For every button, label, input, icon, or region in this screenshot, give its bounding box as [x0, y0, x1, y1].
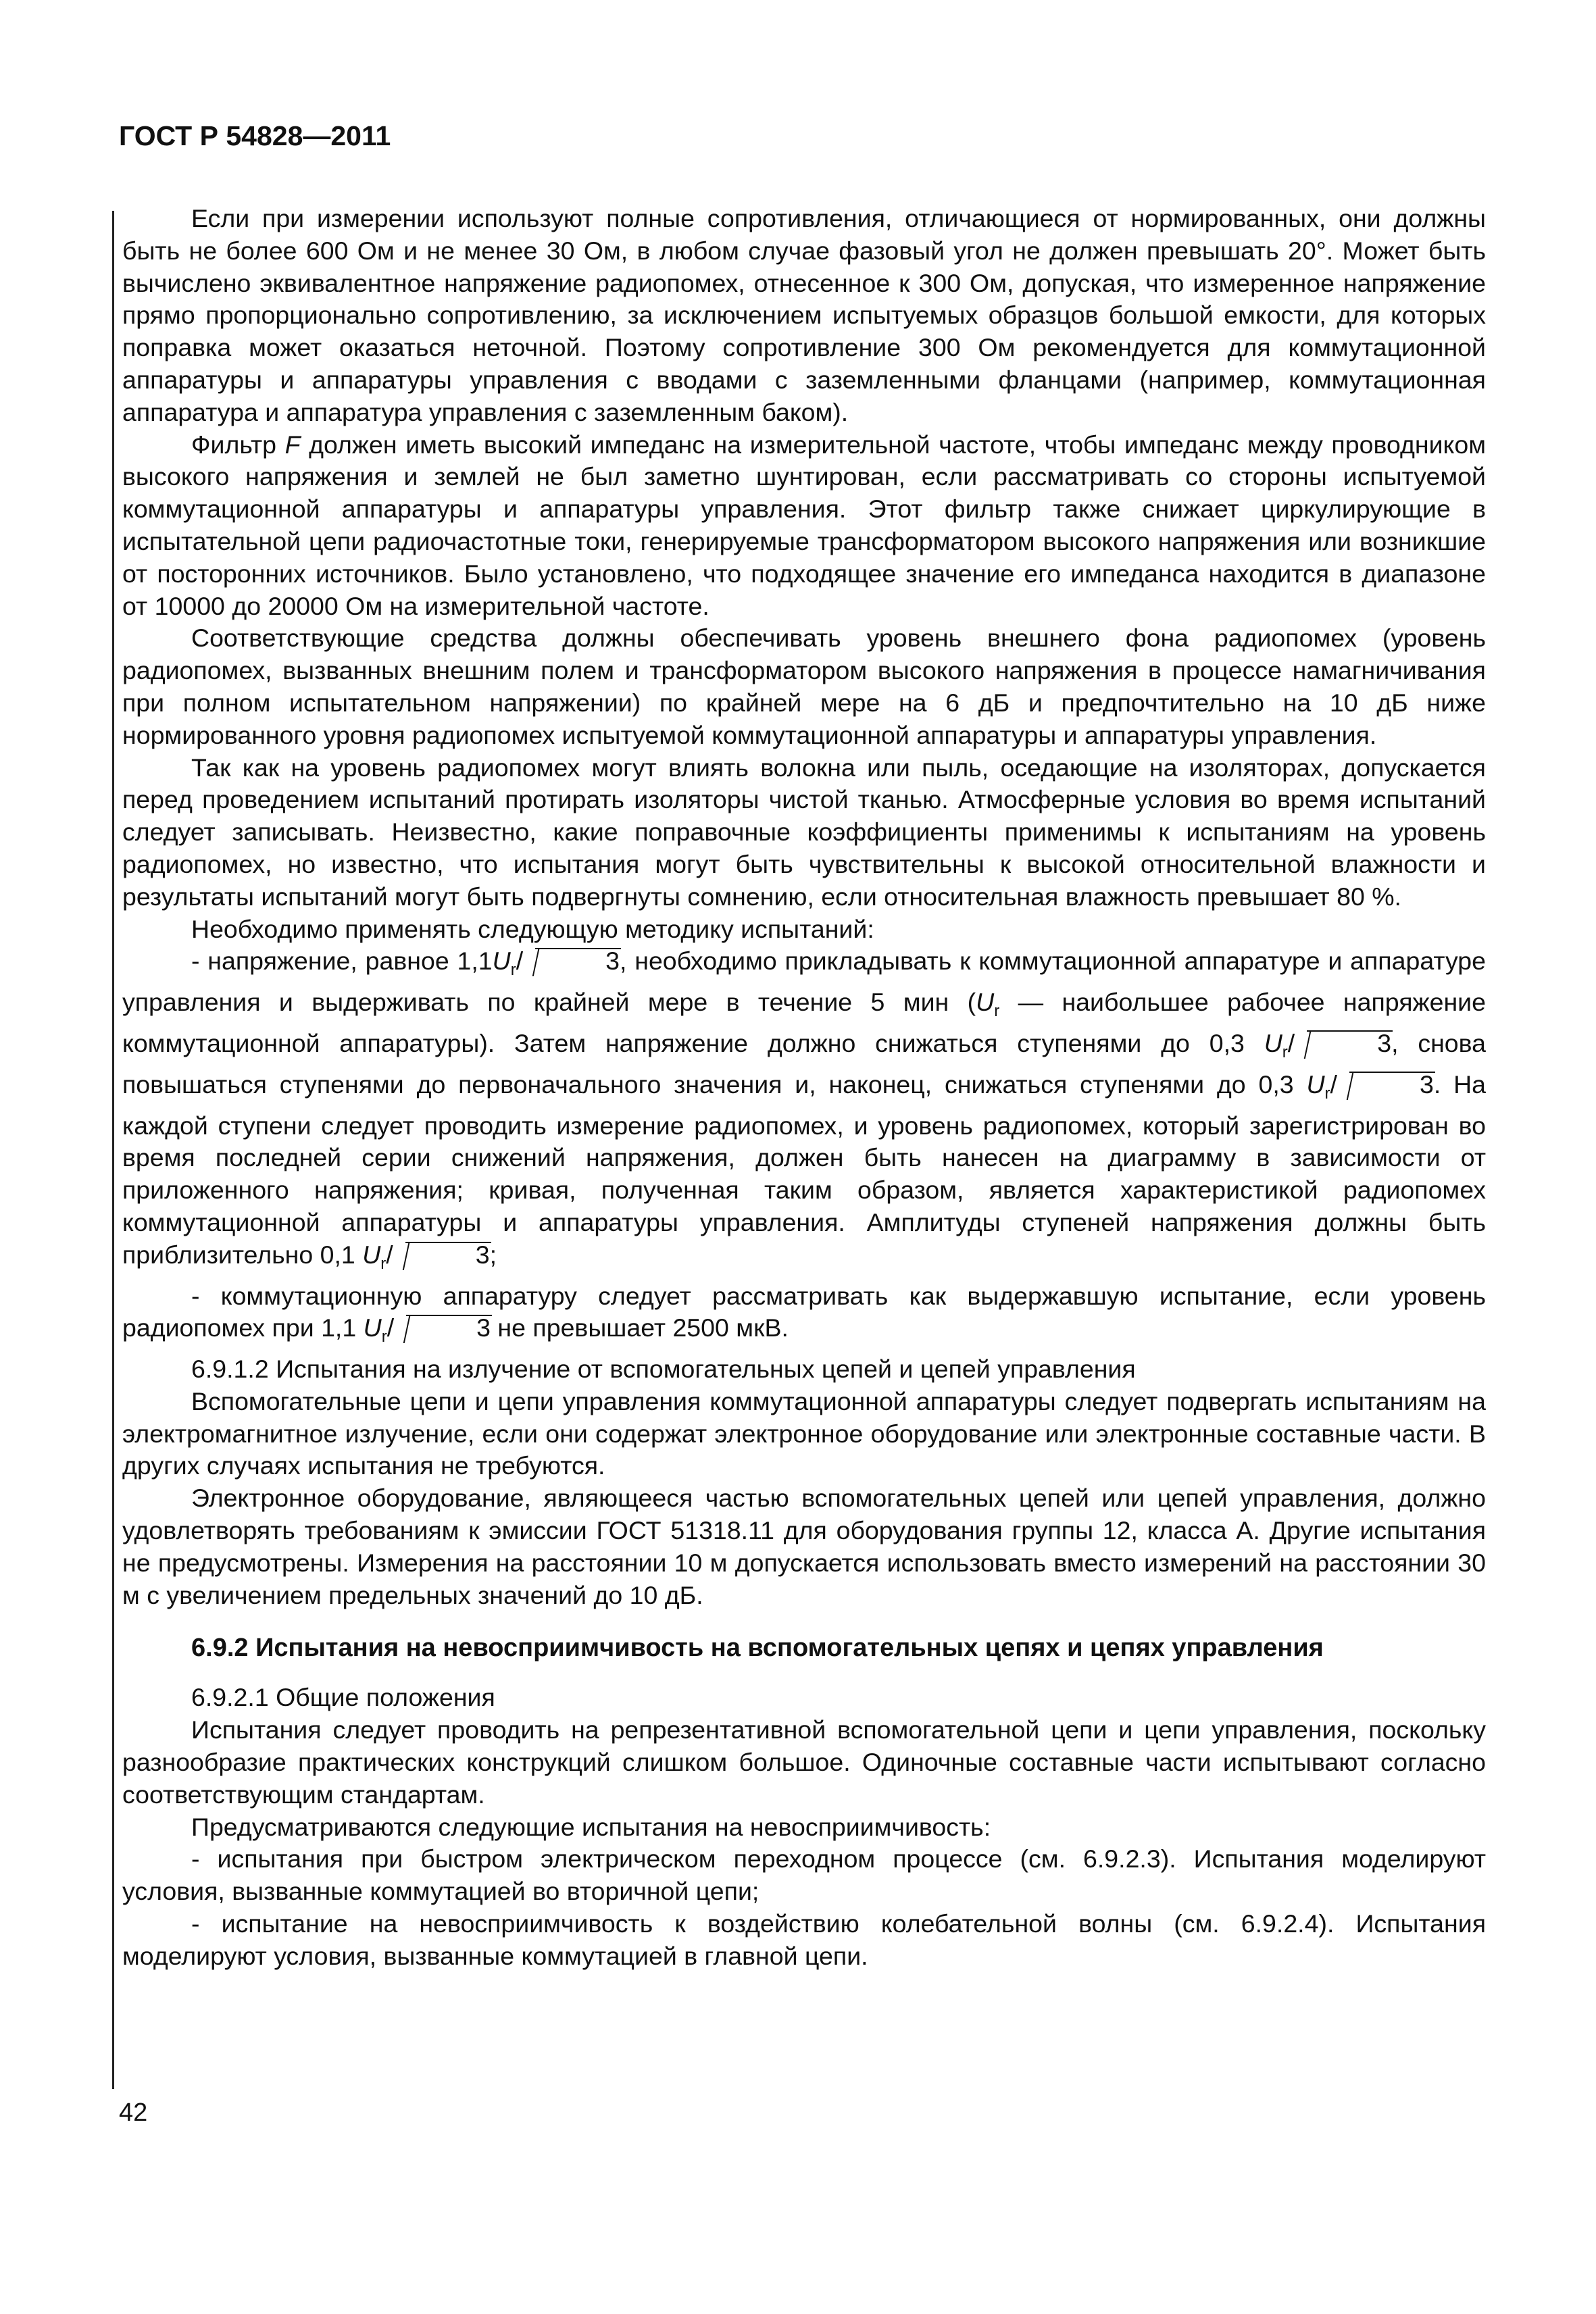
paragraph [122, 429, 1486, 623]
paragraph: Необходимо применять следующую методику испытаний: [191, 914, 874, 943]
math-symbol: U [492, 947, 511, 976]
paragraph: Вспомогательные цепи и цепи управления коммутационной аппаратуры следует подвергать испытаниям на электромагнитное излучение, если они содержат электронное оборудование или электронные составные части. В других случаях испытания не требуются. [122, 1386, 1486, 1480]
math-symbol: U [1264, 1028, 1282, 1057]
text-run: - напряжение, равное 1,1 [191, 947, 493, 976]
text-run: . На каждой ступени следует проводить измерение радиопомех, и уровень радиопомех, который зарегистрирован во время последней серии снижений напряжения, должен быть нанесен на диаграмму в зависимости от приложенного напряжения; кривая, полученная таким образом, является характеристикой радиопомех коммутационной аппаратуры и аппаратуры управления. Амплитуды ступеней напряжения должны быть приблизительно 0,1 [122, 1070, 1487, 1269]
subsection-title: 6.9.1.2 Испытания на излучение от вспомогательных цепей и цепей управления [191, 1355, 1136, 1384]
paragraph [122, 945, 1486, 1280]
math-symbol: 3 [476, 1313, 491, 1342]
list-item: - испытания при быстром электрическом переходном процессе (см. 6.9.2.3). Испытания моделируют условия, вызванные коммутацией во вторичной цепи; [122, 1844, 1486, 1906]
math-symbol: 3 [605, 947, 620, 976]
math-symbol: U [976, 988, 995, 1017]
math-symbol: U [363, 1313, 382, 1342]
text-run: должен иметь высокий импеданс на измерительной частоте, чтобы импеданс между проводником высокого напряжения и землей не был заметно шунтирован, если рассматривать со стороны испытуемой коммутационной аппаратуры и аппаратуры управления. Этот фильтр также снижает циркулирующие в испытательной цепи радиочастотные токи, генерируемые трансформатором высокого напряжения или возникшие от посторонних источников. Было установлено, что подходящее значение его импеданса находится в диапазоне от 10000 до 20000 Ом на измерительной частоте. [122, 430, 1486, 620]
formula-ur-sqrt3 [362, 1240, 490, 1273]
math-subscript: r [510, 961, 516, 980]
sqrt-symbol [1295, 1028, 1391, 1060]
list-item: - испытание на невосприимчивость к воздействию колебательной волны (см. 6.9.2.4). Испытания моделируют условия, вызванные коммутацией в главной цепи. [122, 1909, 1486, 1970]
math-subscript: r [1324, 1084, 1330, 1103]
math-subscript: r [994, 1002, 1000, 1021]
subsection-title: 6.9.2.1 Общие положения [191, 1683, 495, 1712]
sqrt-symbol [393, 1239, 490, 1272]
paragraph: Если при измерении используют полные сопротивления, отличающиеся от нормированных, они должны быть не более 600 Ом и не менее 30 Ом, в любом случае фазовый угол не должен превышать 20°. Может быть вычислено эквивалентное напряжение радиопомех, отнесенное к 300 Ом, допуская, что измеренное напряжение прямо пропорционально сопротивлению, за исключением испытуемых образцов большой емкости, для которых поправка может оказаться неточной. Поэтому сопротивление 300 Ом рекомендуется для коммутационной аппаратуры и аппаратуры управления с вводами с заземленными фланцами (например, коммутационная аппаратура и аппаратура управления с заземленным баком). [122, 204, 1486, 426]
text-run: , необходимо прикладывать к коммутационной аппаратуре и аппаратуре управления и выдерживать по крайней мере в течение 5 мин ( [122, 947, 1486, 1017]
paragraph: Электронное оборудование, являющееся частью вспомогательных цепей или цепей управления, должно удовлетворять требованиям к эмиссии ГОСТ 51318.11 для оборудования группы 12, класса А. Другие испытания не предусмотрены. Измерения на расстоянии 10 м допускается использовать вместо измерений на расстоянии 30 м с увеличением предельных значений до 10 дБ. [122, 1484, 1486, 1609]
text-run: , снова повышаться ступенями до первоначального значения и, наконец, снижаться ступенями до 0,3 [122, 1028, 1486, 1099]
filter-symbol: F [284, 430, 301, 459]
formula-ur-sqrt3 [492, 947, 620, 980]
math-subscript: r [1282, 1042, 1288, 1061]
text-run: — наибольшее рабочее напряжение коммутационной аппаратуры). Затем напряжение должно снижаться ступенями до 0,3 [122, 988, 1486, 1057]
math-subscript: r [380, 1254, 386, 1273]
math-symbol: / [386, 1240, 393, 1269]
math-symbol: / [386, 1313, 395, 1342]
text-run: - коммутационную аппаратуру следует рассматривать как выдержавшую испытание, если уровень радиопомех при 1,1 [122, 1281, 1486, 1342]
change-bar [112, 211, 114, 2089]
math-symbol: 3 [475, 1240, 490, 1269]
math-symbol: / [1330, 1070, 1337, 1099]
text-run: ; [489, 1240, 497, 1269]
math-subscript: r [381, 1328, 387, 1347]
math-symbol: 3 [1377, 1028, 1392, 1057]
document-body [122, 203, 1486, 1973]
formula-ur-sqrt3 [1264, 1028, 1392, 1061]
math-symbol: / [1287, 1028, 1295, 1057]
sqrt-symbol [394, 1312, 491, 1344]
paragraph: Испытания следует проводить на репрезентативной вспомогательной цепи и цепи управления, поскольку разнообразие практических конструкций слишком большое. Одиночные составные части испытывают согласно соответствующим стандартам. [122, 1715, 1486, 1809]
sqrt-symbol [523, 945, 620, 978]
paragraph: Соответствующие средства должны обеспечивать уровень внешнего фона радиопомех (уровень радиопомех, вызванных внешним полем и трансформатором высокого напряжения в процессе намагничивания при полном испытательном напряжении) по крайней мере на 6 дБ и предпочтительно на 10 дБ ниже нормированного уровня радиопомех испытуемой коммутационной аппаратуры и аппаратуры управления. [122, 624, 1486, 749]
text-run: Фильтр [191, 430, 285, 459]
document-header: ГОСТ Р 54828—2011 [119, 120, 391, 151]
sqrt-symbol [1337, 1069, 1434, 1101]
paragraph: Предусматриваются следующие испытания на невосприимчивость: [191, 1812, 991, 1841]
math-symbol: / [516, 947, 524, 976]
math-symbol: U [1306, 1070, 1325, 1099]
formula-ur-sqrt3 [1306, 1070, 1434, 1103]
text-run: не превышает 2500 мкВ. [491, 1313, 789, 1342]
page-number: 42 [119, 2098, 148, 2127]
paragraph: Так как на уровень радиопомех могут влиять волокна или пыль, оседающие на изоляторах, допускается перед проведением испытаний протирать изоляторы чистой тканью. Атмосферные условия во время испытаний следует записывать. Неизвестно, какие поправочные коэффициенты применимы к испытаниям на уровень радиопомех, но известно, что испытания могут быть чувствительны к высокой относительной влажности и результаты испытаний могут быть подвергнуты сомнению, если относительная влажность превышает 80 %. [122, 753, 1486, 911]
math-symbol: U [362, 1240, 381, 1269]
paragraph [122, 1280, 1486, 1354]
math-symbol: 3 [1419, 1070, 1434, 1099]
formula-ur-sqrt3 [363, 1313, 491, 1347]
section-heading: 6.9.2 Испытания на невосприимчивость на вспомогательных цепях и цепях управления [191, 1634, 1324, 1663]
